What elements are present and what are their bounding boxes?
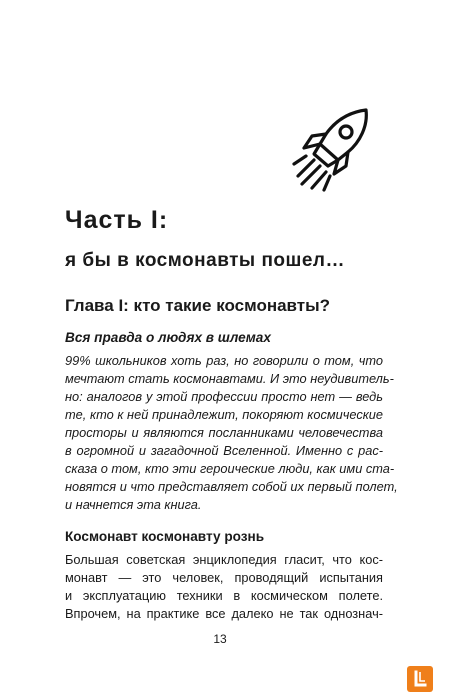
paragraph-line: те, кто к ней принадлежит, покоряют космические — [65, 407, 383, 422]
paragraph-line: новятся и что представляет собой их первый полет, — [65, 479, 398, 494]
paragraph-line: монавт — это человек, проводящий испытания — [65, 570, 383, 585]
page-number: 13 — [213, 632, 227, 646]
paragraph-line: сказа о том, кто эти героические люди, как ими ста- — [65, 461, 395, 476]
part-subtitle: я бы в космонавты пошел… — [65, 250, 345, 271]
paragraph-line: мечтают стать космонавтами. И это неудивитель- — [65, 371, 394, 386]
paragraph-line: 99% школьников хоть раз, но говорили о том, что — [65, 353, 383, 368]
paragraph-line: в огромной и загадочной Вселенной. Именно с рас- — [65, 443, 383, 458]
paragraph-line: Впрочем, на практике все далеко не так однознач- — [65, 606, 383, 621]
publisher-logo-icon — [407, 666, 433, 692]
chapter-title: Глава I: кто такие космонавты? — [65, 296, 331, 315]
paragraph-line: и начнется эта книга. — [65, 497, 202, 512]
rocket-icon — [290, 106, 372, 194]
section-heading: Космонавт космонавту рознь — [65, 529, 265, 544]
part-title: Часть I: — [65, 206, 169, 234]
paragraph-line: просторы и являются посланниками человечества — [65, 425, 383, 440]
paragraph-line: Большая советская энциклопедия гласит, что кос- — [65, 552, 383, 567]
paragraph-line: но: аналогов у этой профессии просто нет — ведь — [65, 389, 383, 404]
paragraph-line: и эксплуатацию техники в космическом полете. — [65, 588, 383, 603]
section-heading: Вся правда о людях в шлемах — [65, 330, 271, 345]
